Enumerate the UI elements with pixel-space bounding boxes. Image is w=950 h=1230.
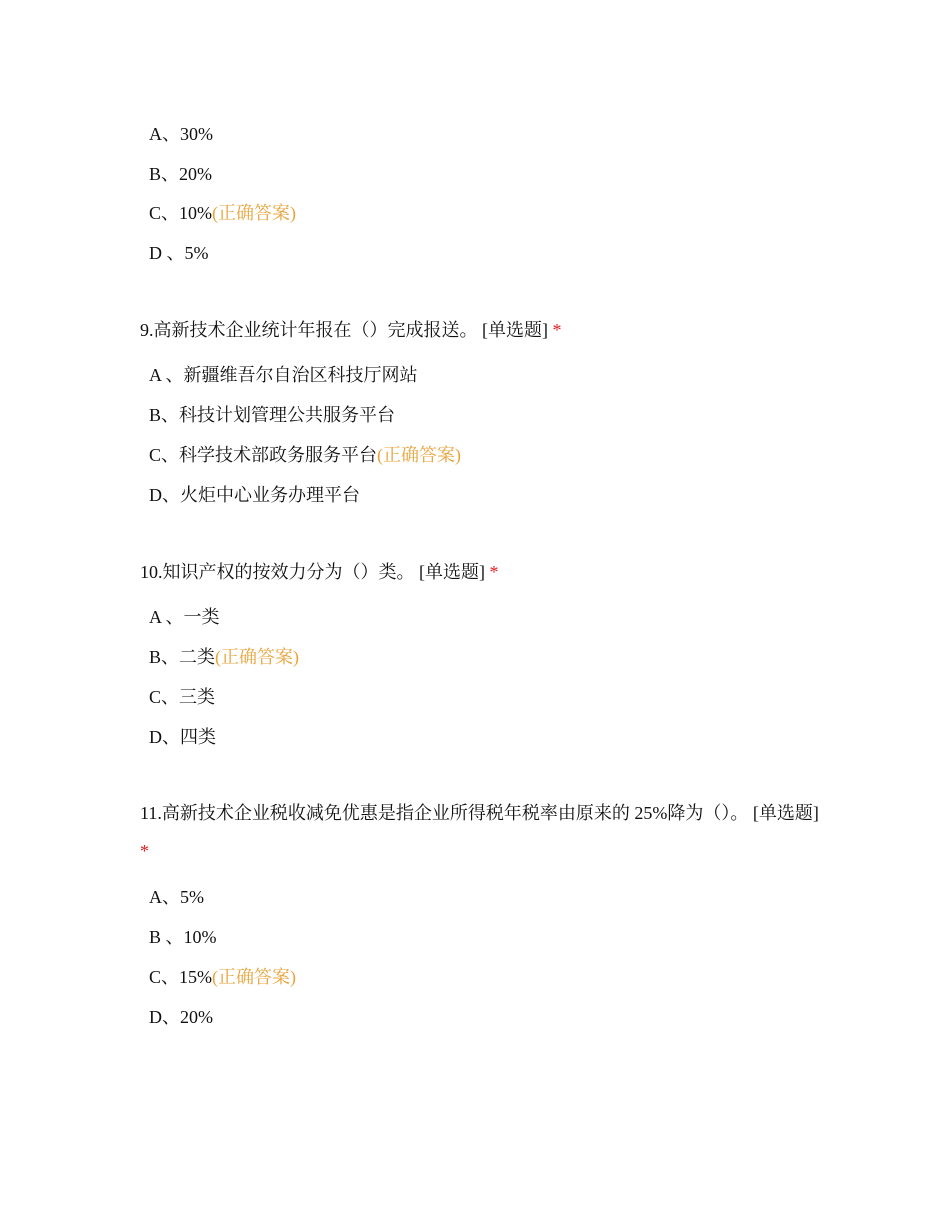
q11-option-b [149, 925, 217, 949]
q9-option-b [149, 403, 395, 427]
option-text: D、火炬中心业务办理平台 [149, 485, 360, 505]
option-text: B、二类 [149, 647, 216, 667]
option-text: D 、5% [149, 243, 209, 263]
required-mark: * [140, 841, 149, 861]
option-text: B 、10% [149, 927, 217, 947]
question-text: 9.高新技术企业统计年报在（）完成报送。 [单选题] [140, 320, 548, 340]
q9-option-d [149, 483, 360, 507]
question-text: 10.知识产权的按效力分为（）类。 [单选题] [140, 562, 485, 582]
option-text: C、15% [149, 967, 212, 987]
q10-title [140, 553, 820, 591]
correct-answer-tag: (正确答案) [212, 203, 296, 223]
q9-option-a [149, 363, 418, 387]
option-text: C、科学技术部政务服务平台 [149, 445, 378, 465]
q8-option-b [149, 162, 212, 186]
q10-option-c [149, 685, 215, 709]
q11-option-c [149, 965, 296, 989]
q8-option-a [149, 122, 213, 146]
required-mark: * [552, 320, 562, 340]
q11-option-d [149, 1005, 213, 1029]
option-text: A 、新疆维吾尔自治区科技厅网站 [149, 365, 418, 385]
q8-option-d [149, 241, 209, 265]
q10-option-d [149, 725, 216, 749]
q10-option-b [149, 645, 299, 669]
q11-option-a [149, 885, 204, 909]
correct-answer-tag: (正确答案) [212, 967, 296, 987]
option-text: B、科技计划管理公共服务平台 [149, 405, 396, 425]
option-text: D、20% [149, 1007, 213, 1027]
option-text: A 、一类 [149, 607, 220, 627]
required-mark: * [489, 562, 499, 582]
q9-option-c [149, 443, 461, 467]
option-text: A、30% [149, 124, 213, 144]
option-text: C、10% [149, 203, 212, 223]
correct-answer-tag: (正确答案) [377, 445, 462, 465]
option-text: D、四类 [149, 727, 216, 747]
option-text: B、20% [149, 164, 212, 184]
q10-option-a [149, 605, 220, 629]
q9-title [140, 311, 820, 349]
q11-title [140, 794, 820, 870]
option-text: C、三类 [149, 687, 216, 707]
correct-answer-tag: (正确答案) [215, 647, 300, 667]
question-text: 11.高新技术企业税收减免优惠是指企业所得税年税率由原来的 25%降为（）。 [单选题] [140, 803, 819, 823]
option-text: A、5% [149, 887, 204, 907]
q8-option-c [149, 201, 296, 225]
